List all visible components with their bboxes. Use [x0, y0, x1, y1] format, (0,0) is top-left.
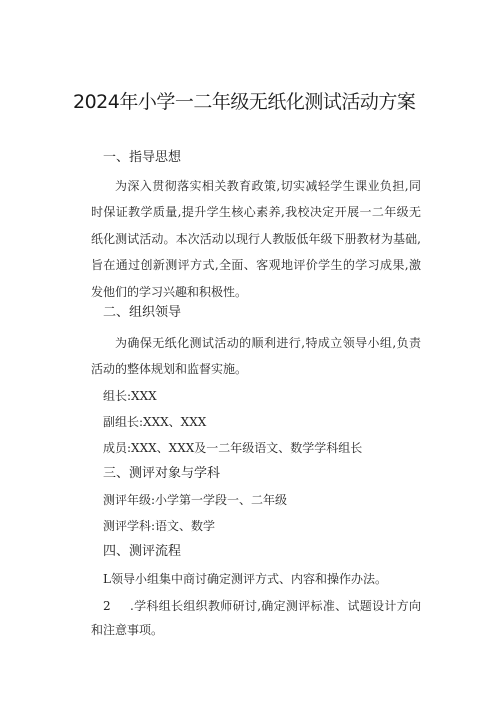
section-heading-process: 四、测评流程 — [103, 544, 182, 559]
process-list-item — [103, 567, 423, 591]
section-paragraph-guiding-ideology: 为深入贯彻落实相关教育政策,切实减轻学生课业负担,同时保证教学质量,提升学生核心素养,我校决定开展一二年级无纸化测试活动。本次活动以现行人教版低年级下册教材为基础,旨在通过创新测评方式,全面、客观地评价学生的学习成果,激发他们的学习兴趣和积极性。 — [91, 179, 421, 299]
process-list-item — [91, 594, 421, 642]
section-heading-organization: 二、组织领导 — [103, 305, 182, 320]
subject-line-subjects: 测评学科:语文、数学 — [103, 519, 216, 533]
section-heading-guiding-ideology: 一、指导思想 — [103, 150, 182, 165]
list-item-text: 领导小组集中商讨确定测评方式、内容和操作办法。 — [110, 572, 387, 586]
member-line-leader: 组长:XXX — [103, 389, 157, 403]
section-paragraph-organization: 为确保无纸化测试活动的顺利进行,特成立领导小组,负责活动的整体规划和监督实施。 — [91, 336, 421, 377]
section-heading-subjects: 三、测评对象与学科 — [103, 466, 221, 481]
list-item-text: .学科组长组织教师研讨,确定测评标准、试题设计方向和注意事项。 — [91, 599, 421, 637]
member-line-deputy: 副组长:XXX、XXX — [103, 415, 207, 429]
list-item-number: L — [103, 572, 111, 586]
subject-line-grades: 测评年级:小学第一学段一、二年级 — [103, 493, 288, 507]
member-line-members: 成员:XXX、XXX及一二年级语文、数学学科组长 — [103, 441, 363, 455]
list-item-number: 2 — [103, 599, 111, 613]
document-title: 2024年小学一二年级无纸化测试活动方案 — [73, 91, 416, 113]
